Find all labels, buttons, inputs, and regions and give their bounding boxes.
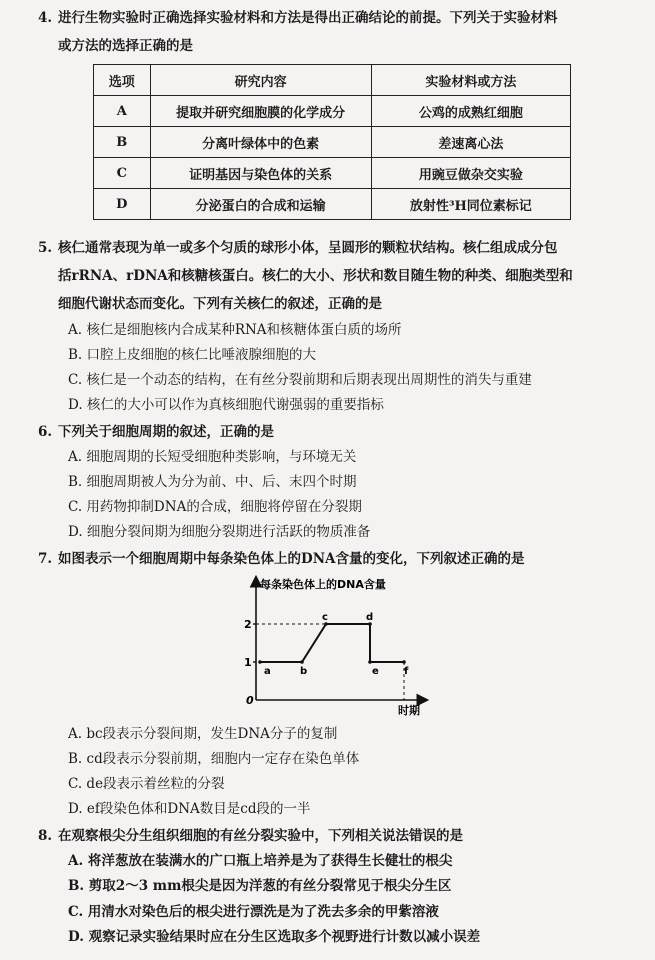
question-8-option-c: C. 用清水对染色后的根尖进行漂洗是为了洗去多余的甲紫溶液 bbox=[68, 904, 439, 920]
table-cell: 用豌豆做杂交实验 bbox=[371, 158, 570, 189]
table-row bbox=[94, 96, 571, 127]
question-8-number: 8. bbox=[38, 828, 53, 844]
table-row bbox=[94, 158, 571, 189]
dna-content-chart bbox=[230, 572, 450, 722]
question-5-stem-line-3: 细胞代谢状态而变化。下列有关核仁的叙述，正确的是 bbox=[58, 296, 382, 312]
question-6-option-a: A. 细胞周期的长短受细胞种类影响，与环境无关 bbox=[68, 449, 357, 465]
table-header-cell: 选项 bbox=[94, 65, 151, 96]
question-6-line-1 bbox=[38, 420, 274, 444]
question-4-stem-line-2: 或方法的选择正确的是 bbox=[58, 38, 193, 54]
dna-series-line bbox=[260, 624, 404, 662]
question-6-option-c: C. 用药物抑制DNA的合成，细胞将停留在分裂期 bbox=[68, 499, 362, 515]
y-axis-label: 每条染色体上的DNA含量 bbox=[260, 578, 386, 591]
table-row bbox=[94, 189, 571, 220]
point-label-d: d bbox=[366, 612, 374, 623]
data-point-a bbox=[258, 660, 262, 664]
question-6-number: 6. bbox=[38, 424, 53, 440]
question-7-option-b: B. cd段表示分裂前期，细胞内一定存在染色单体 bbox=[68, 751, 360, 767]
question-8-option-b: B. 剪取2～3 mm根尖是因为洋葱的有丝分裂常见于根尖分生区 bbox=[68, 878, 452, 894]
question-7-line-1 bbox=[38, 547, 525, 571]
table-cell: 差速离心法 bbox=[371, 127, 570, 158]
table-cell: 分泌蛋白的合成和运输 bbox=[150, 189, 371, 220]
question-7-option-a: A. bc段表示分裂间期，发生DNA分子的复制 bbox=[68, 726, 338, 742]
table-cell: 放射性³H同位素标记 bbox=[371, 189, 570, 220]
point-label-a: a bbox=[264, 666, 271, 677]
question-7-option-d: D. ef段染色体和DNA数目是cd段的一半 bbox=[68, 801, 311, 817]
table-cell: 提取并研究细胞膜的化学成分 bbox=[150, 96, 371, 127]
question-5-option-d: D. 核仁的大小可以作为真核细胞代谢强弱的重要指标 bbox=[68, 397, 384, 413]
point-label-b: b bbox=[300, 666, 308, 677]
point-label-f: f bbox=[404, 666, 409, 677]
question-7-option-c: C. de段表示着丝粒的分裂 bbox=[68, 776, 225, 792]
y-tick-label: 1 bbox=[244, 656, 252, 669]
question-5-option-b: B. 口腔上皮细胞的核仁比唾液腺细胞的大 bbox=[68, 347, 317, 363]
table-cell: A bbox=[94, 96, 151, 127]
x-axis-label: 时期 bbox=[398, 704, 420, 717]
table-cell: D bbox=[94, 189, 151, 220]
question-4-table bbox=[93, 64, 571, 220]
table-header-cell: 实验材料或方法 bbox=[371, 65, 570, 96]
table-header-row bbox=[94, 65, 571, 96]
question-7-number: 7. bbox=[38, 551, 53, 567]
data-point-f bbox=[402, 660, 406, 664]
table-cell: 证明基因与染色体的关系 bbox=[150, 158, 371, 189]
table-cell: 分离叶绿体中的色素 bbox=[150, 127, 371, 158]
question-5-option-a: A. 核仁是细胞核内合成某种RNA和核糖体蛋白质的场所 bbox=[68, 322, 402, 338]
table-header-cell: 研究内容 bbox=[150, 65, 371, 96]
question-6-option-d: D. 细胞分裂间期为细胞分裂期进行活跃的物质准备 bbox=[68, 524, 371, 540]
table-cell: B bbox=[94, 127, 151, 158]
y-tick-label: 2 bbox=[244, 618, 252, 631]
question-8-stem: 在观察根尖分生组织细胞的有丝分裂实验中，下列相关说法错误的是 bbox=[58, 828, 463, 844]
question-4-number: 4. bbox=[38, 10, 53, 26]
question-5-line-1 bbox=[38, 236, 558, 260]
question-8-line-1 bbox=[38, 824, 463, 848]
question-5-option-c: C. 核仁是一个动态的结构，在有丝分裂前期和后期表现出周期性的消失与重建 bbox=[68, 372, 532, 388]
question-4-stem-line-1: 进行生物实验时正确选择实验材料和方法是得出正确结论的前提。下列关于实验材料 bbox=[58, 10, 558, 26]
question-6-stem: 下列关于细胞周期的叙述，正确的是 bbox=[58, 424, 274, 440]
table-cell: C bbox=[94, 158, 151, 189]
question-4-line-1 bbox=[38, 6, 558, 30]
table-cell: 公鸡的成熟红细胞 bbox=[371, 96, 570, 127]
question-6-option-b: B. 细胞周期被人为分为前、中、后、末四个时期 bbox=[68, 474, 357, 490]
question-5-stem-line-1: 核仁通常表现为单一或多个匀质的球形小体，呈圆形的颗粒状结构。核仁组成成分包 bbox=[58, 240, 558, 256]
question-5-number: 5. bbox=[38, 240, 53, 256]
origin-label: 0 bbox=[246, 694, 254, 707]
question-8-option-d: D. 观察记录实验结果时应在分生区选取多个视野进行计数以减小误差 bbox=[68, 929, 481, 945]
table-row bbox=[94, 127, 571, 158]
point-label-e: e bbox=[372, 666, 379, 677]
question-5-stem-line-2: 括rRNA、rDNA和核糖核蛋白。核仁的大小、形状和数目随生物的种类、细胞类型和 bbox=[58, 268, 573, 284]
data-point-b bbox=[300, 660, 304, 664]
question-8-option-a: A. 将洋葱放在装满水的广口瓶上培养是为了获得生长健壮的根尖 bbox=[68, 853, 453, 869]
data-point-e bbox=[368, 660, 372, 664]
question-7-stem: 如图表示一个细胞周期中每条染色体上的DNA含量的变化，下列叙述正确的是 bbox=[58, 551, 525, 567]
point-label-c: c bbox=[322, 612, 328, 623]
